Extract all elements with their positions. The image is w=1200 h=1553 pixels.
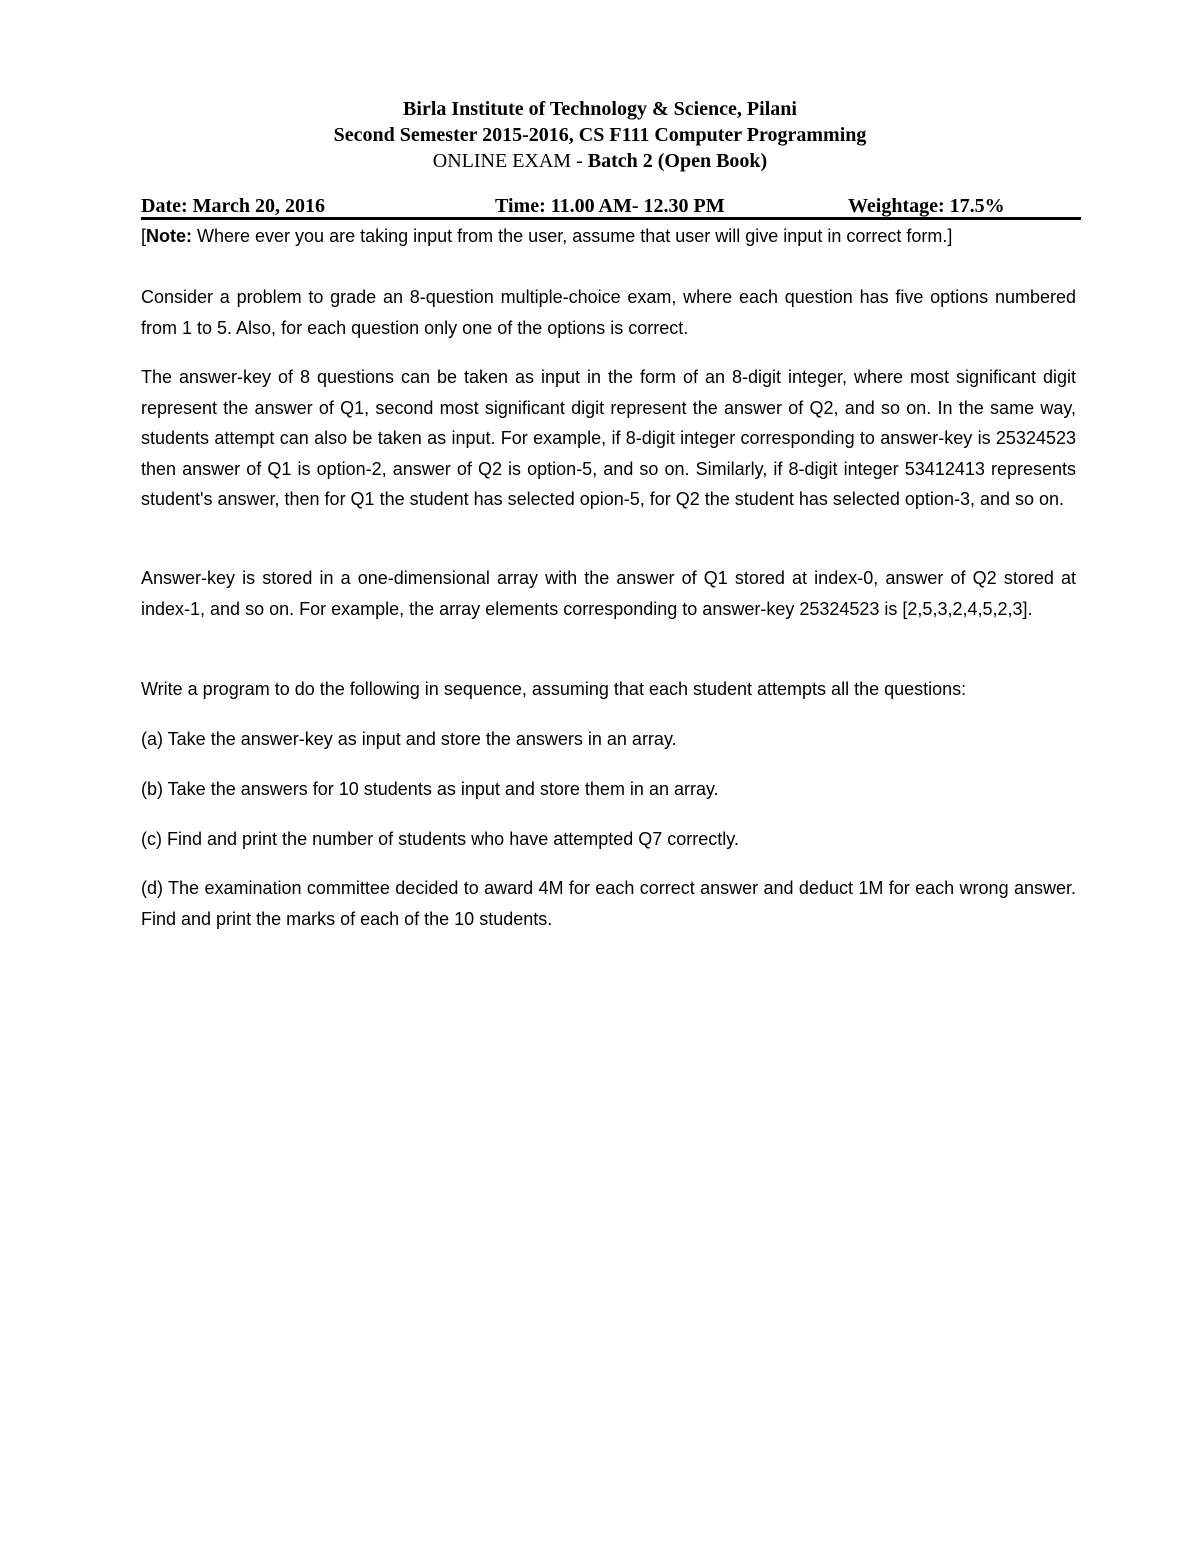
exam-title [0,148,1200,174]
paragraph-answer-key-text: The answer-key of 8 questions can be taken as input in the form of an 8-digit integer, where most significant digit represent the answer of Q1, second most significant digit represent the answer of Q2, and so on. In the same way, students attempt can also be taken as input. For example, if 8-digit integer corresponding to answer-key is 25324523 then answer of Q1 is option-2, answer of Q2 is option-5, and so on. Similarly, if 8-digit integer 53412413 represents student's answer, then for Q1 the student has selected opion-5, for Q2 the student has selected option-3, and so on. [141,367,1076,509]
task-b [141,774,1076,805]
task-c [141,824,1076,855]
task-a [141,724,1076,755]
note-line [141,221,1076,252]
task-d-text: (d) The examination committee decided to award 4M for each correct answer and deduct 1M for each wrong answer. Find and print the marks of each of the 10 students. [141,878,1076,929]
note-text: Where ever you are taking input from the user, assume that user will give input in correct form.] [192,226,953,246]
paragraph-instructions [141,674,1076,705]
note-label: Note: [146,226,193,246]
course-title: Second Semester 2015-2016, CS F111 Computer Programming [333,124,867,146]
paragraph-instructions-text: Write a program to do the following in sequence, assuming that each student attempts all the questions: [141,679,967,699]
exam-title-plain: ONLINE EXAM - [432,150,588,172]
exam-date: Date: March 20, 2016 [141,195,326,217]
task-c-text: (c) Find and print the number of students who have attempted Q7 correctly. [141,829,739,849]
exam-weightage: Weightage: 17.5% [848,195,1005,217]
paragraph-answer-key [141,362,1076,515]
exam-title-batch: Batch 2 (Open Book) [587,150,768,172]
exam-header [0,96,1200,174]
institute-name: Birla Institute of Technology & Science, Pilani [403,98,797,120]
note-open: [ [141,226,147,246]
header-divider [141,217,1081,220]
paragraph-array [141,563,1076,624]
task-d [141,873,1076,934]
paragraph-problem [141,282,1076,343]
paragraph-problem-text: Consider a problem to grade an 8-question multiple-choice exam, where each question has five options numbered from 1 to 5. Also, for each question only one of the options is correct. [141,287,1076,338]
task-a-text: (a) Take the answer-key as input and store the answers in an array. [141,729,677,749]
task-b-text: (b) Take the answers for 10 students as input and store them in an array. [141,779,719,799]
exam-time: Time: 11.00 AM- 12.30 PM [495,195,725,217]
paragraph-array-text: Answer-key is stored in a one-dimensional array with the answer of Q1 stored at index-0, answer of Q2 stored at index-1, and so on. For example, the array elements corresponding to answer-key 25324523 is [2,5,3,2,4,5,2,3]. [141,568,1076,619]
